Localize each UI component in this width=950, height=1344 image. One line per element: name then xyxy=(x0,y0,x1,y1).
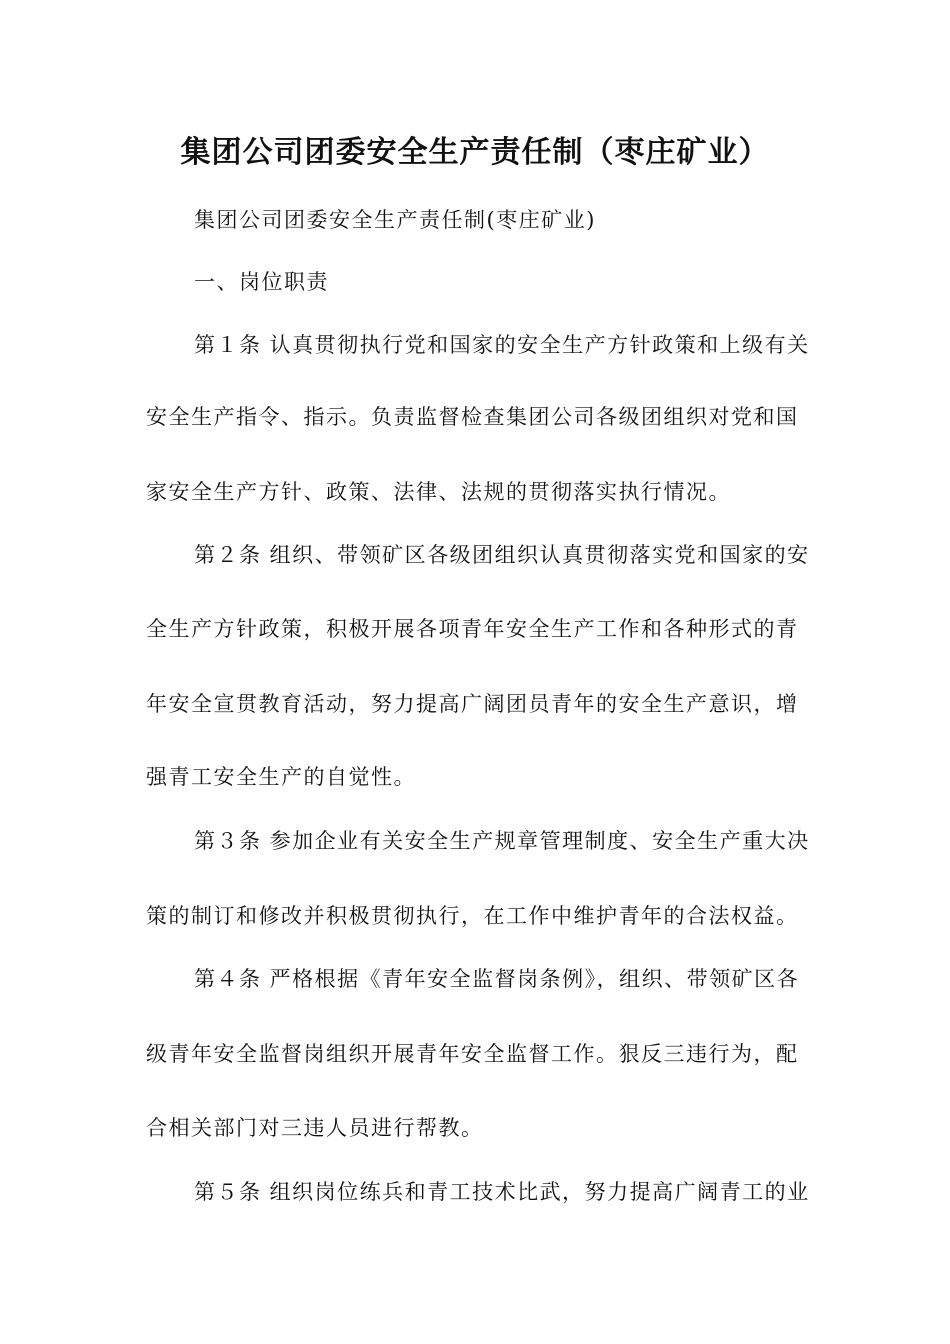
body-line: 家安全生产方针、政策、法律、法规的贯彻落实执行情况。 xyxy=(146,480,731,504)
body-line: 策的制订和修改并积极贯彻执行，在工作中维护青年的合法权益。 xyxy=(146,904,799,928)
subtitle-line: 集团公司团委安全生产责任制(枣庄矿业) xyxy=(194,208,596,232)
body-line: 第５条 组织岗位练兵和青工技术比武，努力提高广阔青工的业 xyxy=(194,1180,810,1204)
body-line: 安全生产指令、指示。负责监督检查集团公司各级团组织对党和国 xyxy=(146,405,799,429)
body-line: 第４条 严格根据《青年安全监督岗条例》，组织、带领矿区各 xyxy=(194,967,800,991)
body-line: 级青年安全监督岗组织开展青年安全监督工作。狠反三违行为，配 xyxy=(146,1042,799,1066)
body-line: 年安全宣贯教育活动，努力提高广阔团员青年的安全生产意识，增 xyxy=(146,692,799,716)
document-title: 集团公司团委安全生产责任制（枣庄矿业） xyxy=(180,135,770,170)
section-heading: 一、岗位职责 xyxy=(194,270,329,294)
body-line: 全生产方针政策，积极开展各项青年安全生产工作和各种形式的青 xyxy=(146,617,799,641)
body-line: 合相关部门对三违人员进行帮教。 xyxy=(146,1116,484,1140)
body-line: 强青工安全生产的自觉性。 xyxy=(146,765,416,789)
body-line: 第１条 认真贯彻执行党和国家的安全生产方针政策和上级有关 xyxy=(194,333,810,357)
body-line: 第３条 参加企业有关安全生产规章管理制度、安全生产重大决 xyxy=(194,829,810,853)
body-line: 第２条 组织、带领矿区各级团组织认真贯彻落实党和国家的安 xyxy=(194,543,810,567)
